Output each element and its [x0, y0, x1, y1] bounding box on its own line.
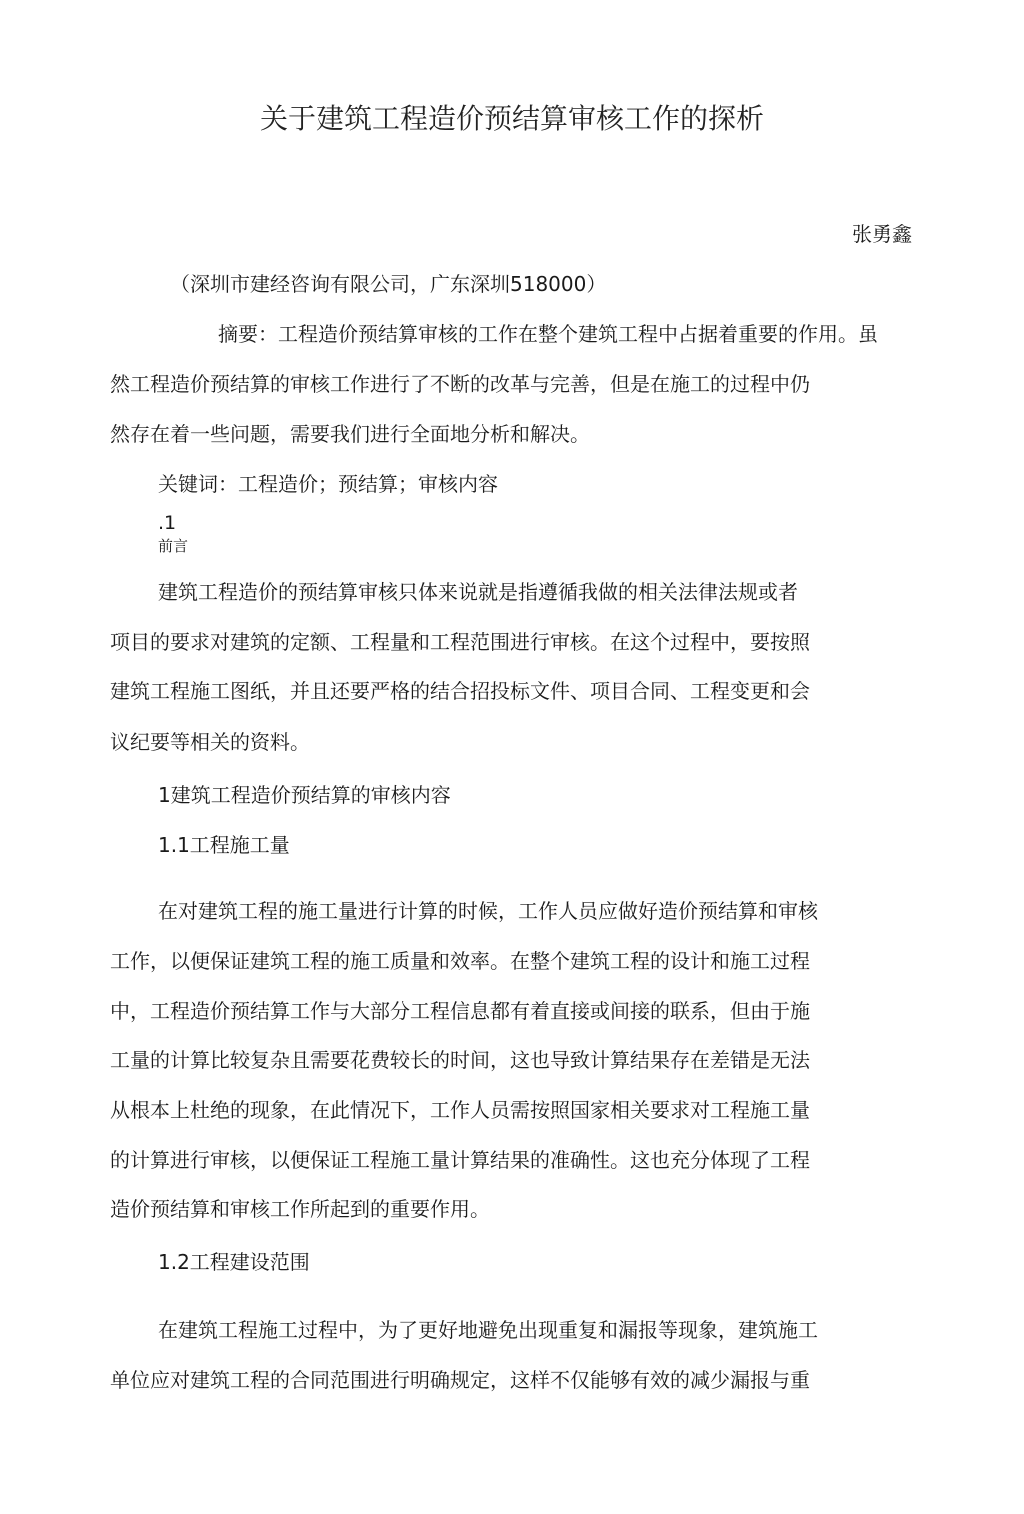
paragraph-line: 议纪要等相关的资料。 — [110, 730, 310, 754]
paragraph-line: 单位应对建筑工程的合同范围进行明确规定，这样不仅能够有效的减少漏报与重 — [110, 1368, 810, 1392]
paragraph-line: 建筑工程施工图纸，并且还要严格的结合招投标文件、项目合同、工程变更和会 — [110, 679, 810, 703]
paragraph-line: 工量的计算比较复杂且需要花费较长的时间，这也导致计算结果存在差错是无法 — [110, 1048, 810, 1072]
paragraph-line: 工作，以便保证建筑工程的施工质量和效率。在整个建筑工程的设计和施工过程 — [110, 949, 810, 973]
subsection-heading: 1.1工程施工量 — [158, 833, 290, 857]
paragraph-line: 造价预结算和审核工作所起到的重要作用。 — [110, 1197, 490, 1221]
affiliation: （深圳市建经咨询有限公司，广东深圳518000） — [170, 272, 607, 296]
paragraph-line: 中，工程造价预结算工作与大部分工程信息都有着直接或间接的联系，但由于施 — [110, 999, 810, 1023]
subsection-heading: 1.2工程建设范围 — [158, 1250, 310, 1274]
author-name: 张勇鑫 — [852, 222, 912, 246]
paragraph-line: 从根本上杜绝的现象，在此情况下，工作人员需按照国家相关要求对工程施工量 — [110, 1098, 810, 1122]
paragraph-line: 的计算进行审核，以便保证工程施工量计算结果的准确性。这也充分体现了工程 — [110, 1148, 810, 1172]
preface-label: 前言 — [158, 537, 189, 555]
keywords: 关键词：工程造价；预结算；审核内容 — [158, 472, 498, 496]
section-heading: 1建筑工程造价预结算的审核内容 — [158, 783, 451, 807]
paragraph-line: 在建筑工程施工过程中，为了更好地避免出现重复和漏报等现象，建筑施工 — [158, 1318, 818, 1342]
abstract-line: 然工程造价预结算的审核工作进行了不断的改革与完善，但是在施工的过程中仍 — [110, 372, 810, 396]
preface-number: .1 — [158, 512, 177, 534]
paragraph-line: 在对建筑工程的施工量进行计算的时候，工作人员应做好造价预结算和审核 — [158, 899, 818, 923]
abstract-line: 摘要：工程造价预结算审核的工作在整个建筑工程中占据着重要的作用。虽 — [218, 322, 878, 346]
document-title: 关于建筑工程造价预结算审核工作的探析 — [259, 102, 764, 135]
abstract-line: 然存在着一些问题，需要我们进行全面地分析和解决。 — [110, 422, 590, 446]
paragraph-line: 建筑工程造价的预结算审核只体来说就是指遵循我做的相关法律法规或者 — [158, 580, 798, 604]
paragraph-line: 项目的要求对建筑的定额、工程量和工程范围进行审核。在这个过程中，要按照 — [110, 630, 810, 654]
